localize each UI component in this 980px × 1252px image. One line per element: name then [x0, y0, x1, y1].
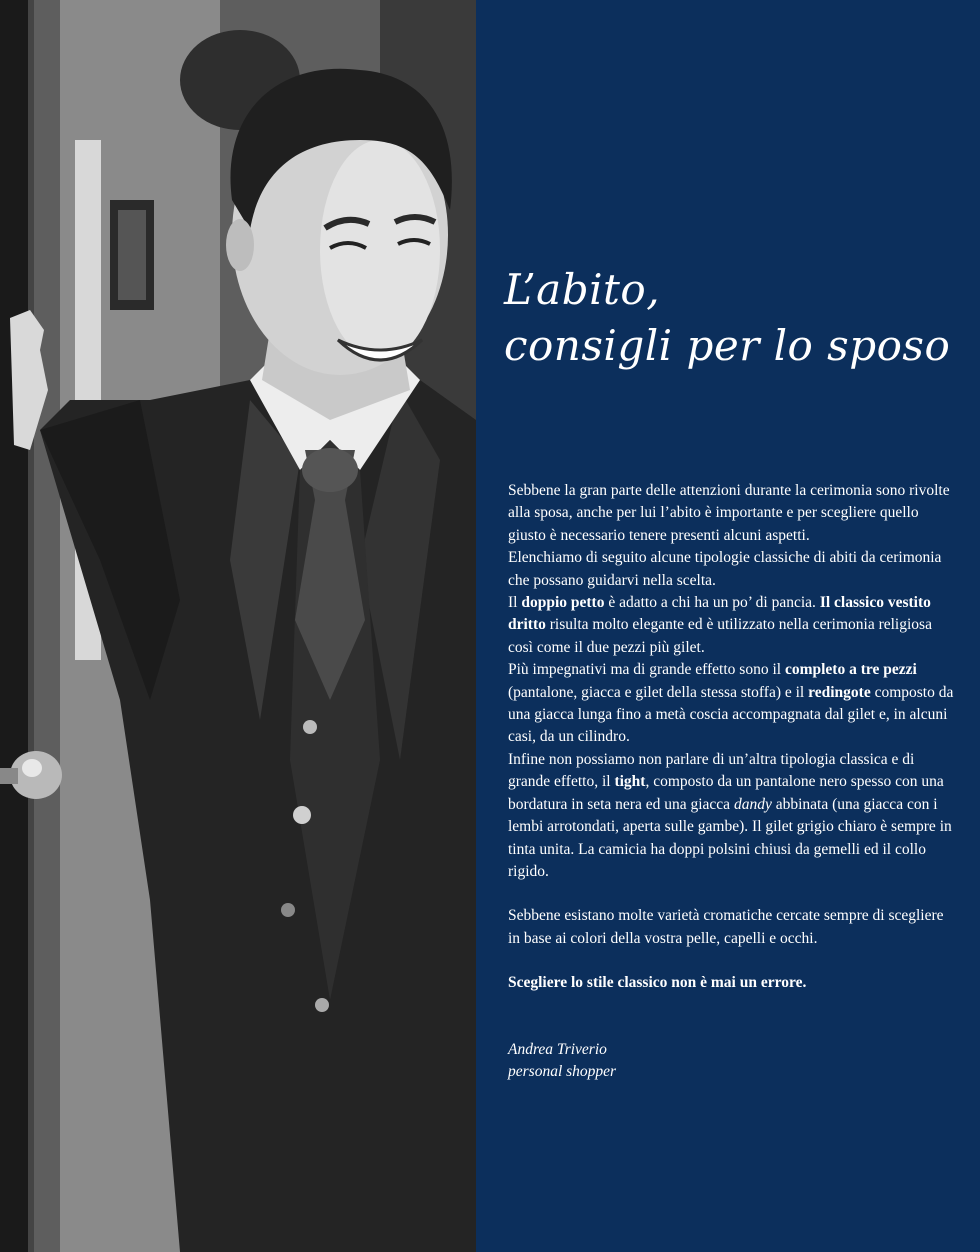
paragraph-gap	[508, 995, 956, 1017]
term-dandy: dandy	[733, 795, 772, 813]
title-line-1: L’abito,	[504, 265, 661, 314]
term-redingote: redingote	[808, 683, 871, 701]
author-role: personal shopper	[508, 1062, 617, 1080]
title-line-2: consigli per lo sposo	[504, 321, 951, 370]
term-vestito-dritto: Il classico vestito dritto	[508, 594, 931, 634]
article-title	[504, 262, 964, 374]
paragraph-gap	[508, 950, 956, 972]
text-run: Più impegnativi ma di grande effetto sono il	[508, 661, 785, 679]
closing-bold: Scegliere lo stile classico non è mai un errore.	[508, 974, 807, 992]
advice-paragraph: Sebbene esistano molte varietà cromatiche cercate sempre di scegliere in base ai colori della vostra pelle, capelli e occhi.	[508, 907, 944, 947]
tight-paragraph	[508, 749, 956, 883]
text-run: abbinata (una giacca con i lembi arrotondati, aperta sulle gambe). Il gilet grigio chiaro è sempre in tinta unita. La camicia ha doppi polsini chiusi da gemelli ed il collo rigido.	[508, 795, 952, 880]
closing-statement	[508, 972, 956, 994]
author-name: Andrea Triverio	[508, 1040, 607, 1058]
text-run: Infine non possiamo non parlare di un’altra tipologia classica e di grande effetto, il	[508, 750, 915, 791]
term-tre-pezzi: completo a tre pezzi	[784, 661, 917, 679]
article-panel	[476, 0, 980, 1252]
three-piece-paragraph	[508, 659, 956, 749]
text-run: (pantalone, giacca e gilet della stessa stoffa) e il	[508, 683, 809, 701]
paragraph-gap	[508, 883, 956, 905]
paragraph-gap	[508, 1017, 956, 1039]
text-run: composto da una giacca lunga fino a metà coscia accompagnata dal gilet e, in alcuni casi, da un cilindro.	[508, 683, 954, 746]
article-body	[508, 480, 956, 1083]
term-doppio-petto: doppio petto	[521, 594, 605, 612]
text-run: , composto da un pantalone nero spesso con una bordatura in seta nera ed una giacca	[508, 773, 944, 813]
text-run: è adatto a chi ha un po’ di pancia.	[604, 594, 820, 612]
text-run: risulta molto elegante ed è utilizzato nella cerimonia religiosa così come il due pezzi più gilet.	[508, 616, 932, 656]
double-breasted-paragraph	[508, 592, 956, 659]
groom-photo	[0, 0, 476, 1252]
term-tight: tight	[614, 773, 646, 791]
groom-illustration	[0, 0, 476, 1252]
list-intro-paragraph: Elenchiamo di seguito alcune tipologie classiche di abiti da cerimonia che possano guidarvi nella scelta.	[508, 549, 942, 589]
intro-paragraph: Sebbene la gran parte delle attenzioni durante la cerimonia sono rivolte alla sposa, anche per lui l’abito è importante e per scegliere quello giusto è necessario tenere presenti alcuni aspetti.	[508, 482, 950, 544]
text-run: Il	[508, 594, 522, 612]
